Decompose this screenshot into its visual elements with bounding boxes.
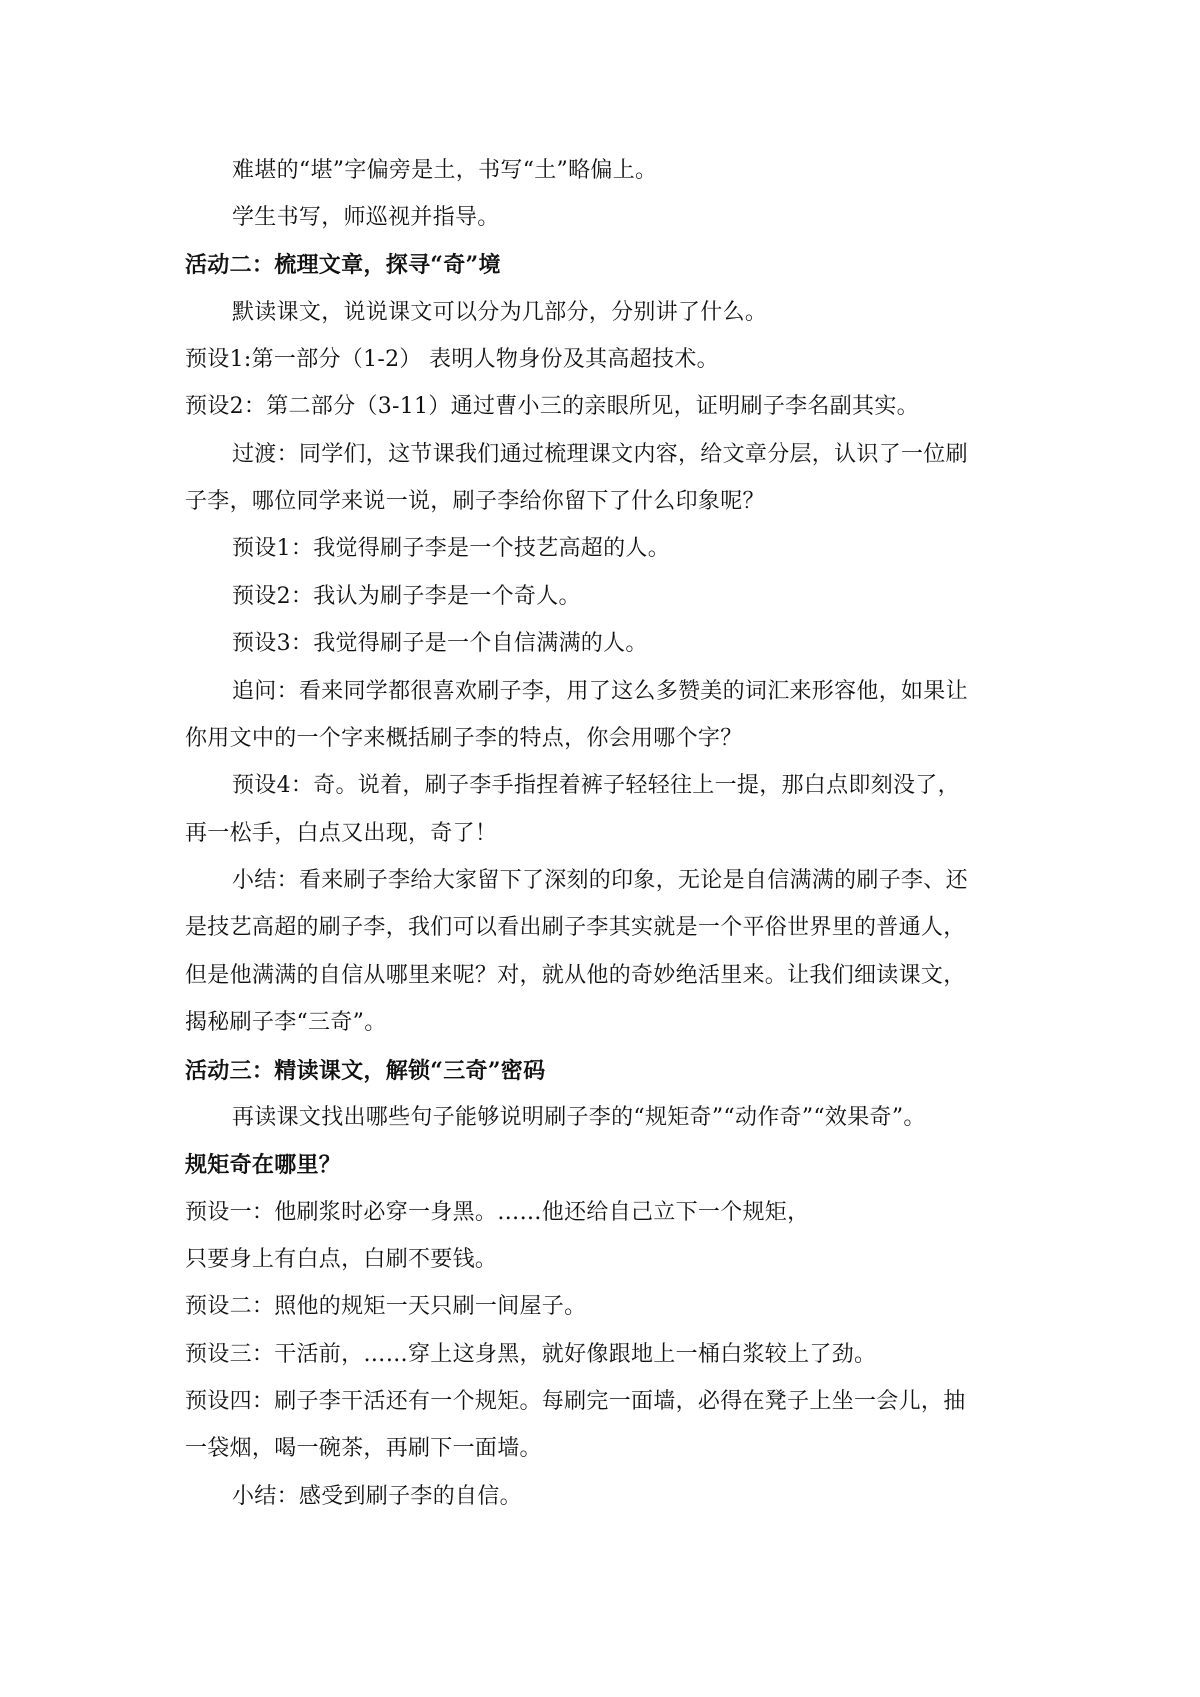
section-heading-activity-3: 活动三：精读课文，解锁“三奇”密码 xyxy=(185,1058,546,1084)
paragraph-line: 预设2：第二部分（3-11）通过曹小三的亲眼所见，证明刷子李名副其实。 xyxy=(185,394,919,419)
paragraph-line: 预设四：刷子李干活还有一个规矩。每刷完一面墙，必得在凳子上坐一会儿，抽 xyxy=(185,1389,966,1414)
paragraph-line: 过渡：同学们，这节课我们通过梳理课文内容，给文章分层，认识了一位刷 xyxy=(232,442,968,467)
paragraph-line: 默读课文，说说课文可以分为几部分，分别讲了什么。 xyxy=(232,300,768,325)
paragraph-line: 只要身上有白点，白刷不要钱。 xyxy=(185,1247,498,1272)
section-heading-activity-2: 活动二：梳理文章，探寻“奇”境 xyxy=(185,252,501,278)
paragraph-line: 追问：看来同学都很喜欢刷子李，用了这么多赞美的词汇来形容他，如果让 xyxy=(232,679,968,704)
paragraph-line: 小结：感受到刷子李的自信。 xyxy=(232,1484,522,1509)
paragraph-line: 预设一：他刷浆时必穿一身黑。……他还给自己立下一个规矩， xyxy=(185,1200,810,1225)
paragraph-line: 小结：看来刷子李给大家留下了深刻的印象，无论是自信满满的刷子李、还 xyxy=(232,868,968,893)
paragraph-line: 子李，哪位同学来说一说，刷子李给你留下了什么印象呢？ xyxy=(185,489,765,514)
paragraph-line: 再读课文找出哪些句子能够说明刷子李的“规矩奇”“动作奇”“效果奇”。 xyxy=(232,1105,926,1130)
paragraph-line: 难堪的“堪”字偏旁是土，书写“土”略偏上。 xyxy=(232,158,658,183)
paragraph-line: 预设1:第一部分（1-2） 表明人物身份及其高超技术。 xyxy=(185,347,719,372)
paragraph-line: 预设3：我觉得刷子是一个自信满满的人。 xyxy=(232,631,648,656)
paragraph-line: 一袋烟，喝一碗茶，再刷下一面墙。 xyxy=(185,1436,542,1461)
paragraph-line: 预设4：奇。说着，刷子李手指捏着裤子轻轻往上一提，那白点即刻没了， xyxy=(232,773,960,798)
paragraph-line: 揭秘刷子李“三奇”。 xyxy=(185,1010,387,1035)
paragraph-line: 但是他满满的自信从哪里来呢？对，就从他的奇妙绝活里来。让我们细读课文， xyxy=(185,963,966,988)
paragraph-line: 再一松手，白点又出现，奇了！ xyxy=(185,821,498,846)
paragraph-line: 预设三：干活前，……穿上这身黑，就好像跟地上一桶白浆较上了劲。 xyxy=(185,1342,877,1367)
subheading-rules: 规矩奇在哪里？ xyxy=(185,1152,342,1178)
paragraph-line: 预设1：我觉得刷子李是一个技艺高超的人。 xyxy=(232,536,670,561)
paragraph-line: 是技艺高超的刷子李，我们可以看出刷子李其实就是一个平俗世界里的普通人， xyxy=(185,915,966,940)
paragraph-line: 预设2：我认为刷子李是一个奇人。 xyxy=(232,584,581,609)
paragraph-line: 学生书写，师巡视并指导。 xyxy=(232,205,500,230)
paragraph-line: 预设二：照他的规矩一天只刷一间屋子。 xyxy=(185,1294,587,1319)
paragraph-line: 你用文中的一个字来概括刷子李的特点，你会用哪个字？ xyxy=(185,726,743,751)
